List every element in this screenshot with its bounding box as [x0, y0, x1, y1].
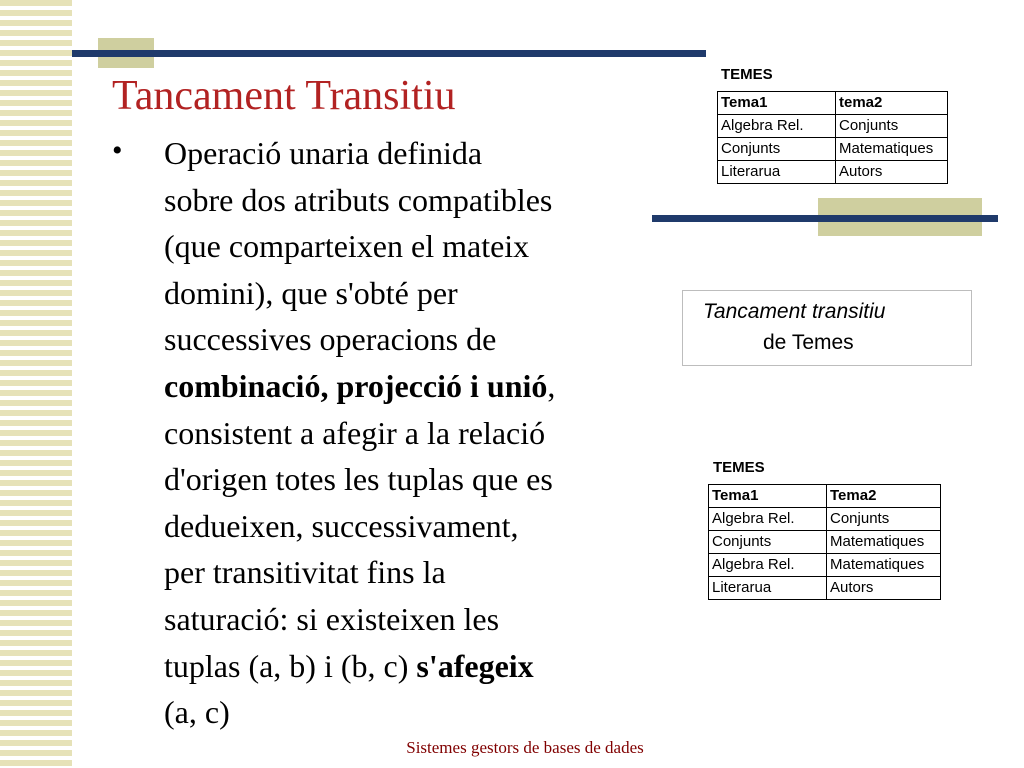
table-cell: Literarua	[718, 161, 836, 184]
table-cell: Autors	[827, 577, 941, 600]
footer-text: Sistemes gestors de bases de dades	[406, 738, 644, 757]
note-line-1: Tancament transitiu	[703, 300, 886, 323]
table-after	[708, 484, 941, 600]
right-divider-bar	[652, 215, 998, 222]
table-row	[709, 508, 941, 531]
table-cell: Conjunts	[718, 138, 836, 161]
table-cell: Conjunts	[709, 531, 827, 554]
bullet-text-line	[164, 363, 664, 410]
table-cell: Algebra Rel.	[718, 115, 836, 138]
bullet-text-span: d'origen totes les tuplas que es	[164, 461, 553, 498]
table-cell: Literarua	[709, 577, 827, 600]
bullet-text-line	[164, 177, 664, 224]
table-row	[718, 161, 948, 184]
bullet-text-line	[164, 643, 664, 690]
bullet-text-span: tuplas (a, b) i (b, c)	[164, 647, 417, 684]
table-before-header: tema2	[836, 92, 948, 115]
slide-title: Tancament Transitiu	[112, 73, 456, 119]
table-cell: Algebra Rel.	[709, 508, 827, 531]
left-stripe-decoration	[0, 0, 72, 768]
table-before-caption: TEMES	[721, 66, 773, 83]
bullet-text-line	[164, 503, 664, 550]
note-line-2: de Temes	[763, 331, 854, 354]
bullet-text-bold: combinació, projecció i unió	[164, 367, 548, 404]
bullet-marker: •	[112, 134, 123, 167]
table-after-header: Tema1	[709, 485, 827, 508]
table-cell: Autors	[836, 161, 948, 184]
table-row	[718, 138, 948, 161]
table-row	[709, 577, 941, 600]
bullet-text-line	[164, 130, 664, 177]
table-cell: Conjunts	[836, 115, 948, 138]
bullet-text-line	[164, 223, 664, 270]
bullet-text-bold: s'afegeix	[416, 647, 534, 684]
bullet-text-span: dedueixen, successivament,	[164, 507, 519, 544]
bullet-text-span: successives operacions de	[164, 321, 497, 358]
table-row	[709, 554, 941, 577]
bullet-text-line	[164, 549, 664, 596]
table-cell: Matematiques	[827, 531, 941, 554]
bullet-text-line	[164, 596, 664, 643]
bullet-text-span: (que comparteixen el mateix	[164, 228, 530, 265]
transitive-closure-note	[682, 290, 972, 366]
bullet-text-line	[164, 456, 664, 503]
bullet-text-line	[164, 410, 664, 457]
bullet-text-span: (a, c)	[164, 694, 230, 731]
table-cell: Conjunts	[827, 508, 941, 531]
bullet-text-span: domini), que s'obté per	[164, 274, 458, 311]
table-before	[717, 91, 948, 184]
bullet-text	[164, 130, 664, 736]
bullet-text-span: per transitivitat fins la	[164, 554, 446, 591]
bullet-text-line	[164, 270, 664, 317]
table-row	[709, 531, 941, 554]
table-cell: Algebra Rel.	[709, 554, 827, 577]
top-divider-bar	[72, 50, 706, 57]
table-cell: Matematiques	[836, 138, 948, 161]
bullet-text-span: Operació unaria definida	[164, 135, 483, 171]
table-row	[718, 115, 948, 138]
bullet-text-line	[164, 316, 664, 363]
bullet-text-span: sobre dos atributs compatibles	[164, 181, 553, 218]
table-after-header: Tema2	[827, 485, 941, 508]
bullet-text-span: consistent a afegir a la relació	[164, 414, 546, 451]
table-before-header: Tema1	[718, 92, 836, 115]
table-after-caption: TEMES	[713, 459, 765, 476]
table-cell: Matematiques	[827, 554, 941, 577]
bullet-text-line	[164, 689, 664, 736]
bullet-text-span: saturació: si existeixen les	[164, 600, 500, 637]
bullet-text-span: ,	[547, 367, 556, 404]
